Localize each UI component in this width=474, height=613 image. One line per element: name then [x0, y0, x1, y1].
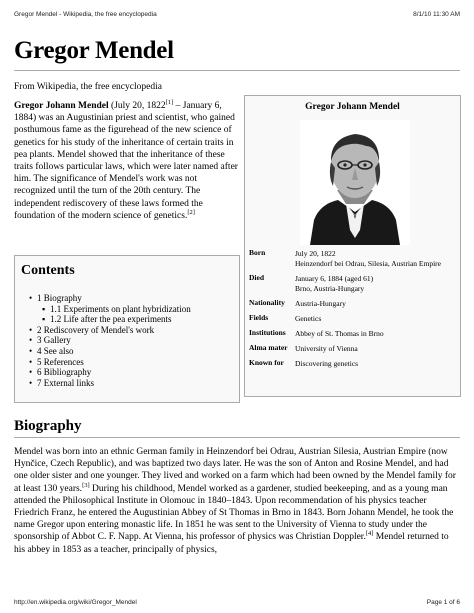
print-header-title: Gregor Mendel - Wikipedia, the free encyclopedia	[14, 11, 157, 18]
lead-text-a: (July 20, 1822	[108, 101, 166, 111]
section-heading-biography: Biography	[14, 418, 82, 434]
toc-item[interactable]: • 6 Bibliography	[29, 367, 92, 378]
toc-title: Contents	[21, 263, 75, 278]
toc-item[interactable]: • 4 See also	[29, 345, 74, 356]
bullet-icon: •	[29, 293, 33, 303]
toc-item[interactable]: • 3 Gallery	[29, 335, 71, 346]
infobox-value: University of Vienna	[295, 344, 358, 353]
bullet-icon: •	[29, 324, 33, 335]
section-divider	[14, 437, 460, 438]
reference-link[interactable]: [2]	[187, 208, 195, 216]
title-divider	[14, 70, 460, 71]
toc-item[interactable]: • 1 Biography ▪ 1.1 Experiments on plant hybridization ▪ 1.2 Life after the pea experiments	[29, 293, 191, 325]
toc-subitem[interactable]: ▪ 1.1 Experiments on plant hybridization	[42, 303, 191, 314]
bullet-icon: ▪	[42, 303, 46, 314]
infobox-label: Fields	[249, 313, 269, 322]
infobox-row-institutions	[247, 327, 457, 342]
print-footer-page: Page 1 of 6	[426, 599, 460, 606]
reference-link[interactable]: [1]	[165, 98, 174, 106]
table-of-contents	[14, 255, 240, 403]
infobox-value: Abbey of St. Thomas in Brno	[295, 329, 384, 338]
print-footer-url: http://en.wikipedia.org/wiki/Gregor_Mendel	[14, 599, 137, 606]
infobox-label: Alma mater	[249, 343, 288, 352]
bullet-icon: •	[29, 345, 33, 356]
page-subtitle: From Wikipedia, the free encyclopedia	[14, 82, 162, 92]
toc-sublist	[37, 304, 191, 325]
bullet-icon: •	[29, 377, 33, 388]
lead-paragraph	[14, 100, 238, 222]
toc-item[interactable]: • 2 Rediscovery of Mendel's work	[29, 324, 155, 335]
reference-link[interactable]: [3]	[82, 481, 90, 489]
infobox-title: Gregor Johann Mendel	[305, 102, 400, 112]
print-header-timestamp: 8/1/10 11:30 AM	[413, 11, 460, 18]
bullet-icon: •	[29, 335, 33, 346]
toc-item[interactable]: • 5 References	[29, 356, 84, 367]
lead-name: Gregor Johann Mendel	[14, 101, 109, 111]
infobox-value: Austria-Hungary	[295, 299, 346, 308]
infobox-row-fields	[247, 312, 457, 327]
infobox-label: Died	[249, 273, 264, 282]
infobox-row-known-for	[247, 357, 457, 372]
infobox-value: July 20, 1822 Heinzendorf bei Odrau, Silesia, Austrian Empire	[295, 249, 442, 268]
bullet-icon: ▪	[42, 314, 46, 325]
infobox-row-nationality	[247, 297, 457, 312]
toc-subitem[interactable]: ▪ 1.2 Life after the pea experiments	[42, 314, 172, 325]
infobox-label: Born	[249, 248, 266, 257]
biography-paragraph: Mendel was born into an ethnic German family in Heinzendorf bei Odrau, Austrian Silesia, Austrian Empire (now Hynčice, Czech Republic), and was baptized two days later. He was the son of Anton and Rosine Mendel, and had one older sister and one younger. They lived and worked on a farm which had been owned by the Mendel family for at least 130 years.[3] During his childhood, Mendel worked as a gardener, studied beekeeping, and as a young man attended the Philosophical Institute in Olomouc in 1840–1843. Upon recommendation of his physics teacher Friedrich Franz, he entered the Augustinian Abbey of St Thomas in Brno in 1843. Born Johann Mendel, he took the name Gregor upon entering monastic life. In 1851 he was sent to the University of Vienna to study under the sponsorship of Abbot C. F. Napp. At Vienna, his professor of physics was Christian Doppler.[4] Mendel returned to his abbey in 1853 as a teacher, principally of physics,	[14, 447, 456, 555]
infobox	[244, 95, 461, 397]
infobox-label: Nationality	[249, 298, 285, 307]
toc-item[interactable]: • 7 External links	[29, 377, 94, 388]
lead-text-b: – January 6, 1884) was an Augustinian priest and scientist, who gained posthumous fame as the figurehead of the new science of genetics for his study of the inheritance of certain traits in pea plants. Mendel showed that the inheritance of these traits follows particular laws, which were later named after him. The significance of Mendel's work was not recognized until the turn of the 20th century. The independent rediscovery of these laws formed the foundation of the modern science of genetics.	[14, 101, 238, 221]
infobox-row-alma-mater	[247, 342, 457, 357]
bullet-icon: •	[29, 356, 33, 367]
infobox-value: Discovering genetics	[295, 359, 359, 368]
toc-list	[29, 293, 191, 388]
portrait-image[interactable]	[300, 120, 410, 245]
infobox-row-died	[247, 272, 457, 297]
infobox-label: Institutions	[249, 328, 286, 337]
infobox-row-born	[247, 247, 457, 272]
page-title: Gregor Mendel	[14, 37, 174, 64]
infobox-table	[247, 247, 457, 372]
reference-link[interactable]: [4]	[365, 530, 374, 538]
infobox-value: Genetics	[295, 314, 322, 323]
infobox-value: January 6, 1884 (aged 61) Brno, Austria-Hungary	[295, 274, 374, 293]
bullet-icon: •	[29, 367, 33, 378]
infobox-label: Known for	[249, 358, 284, 367]
